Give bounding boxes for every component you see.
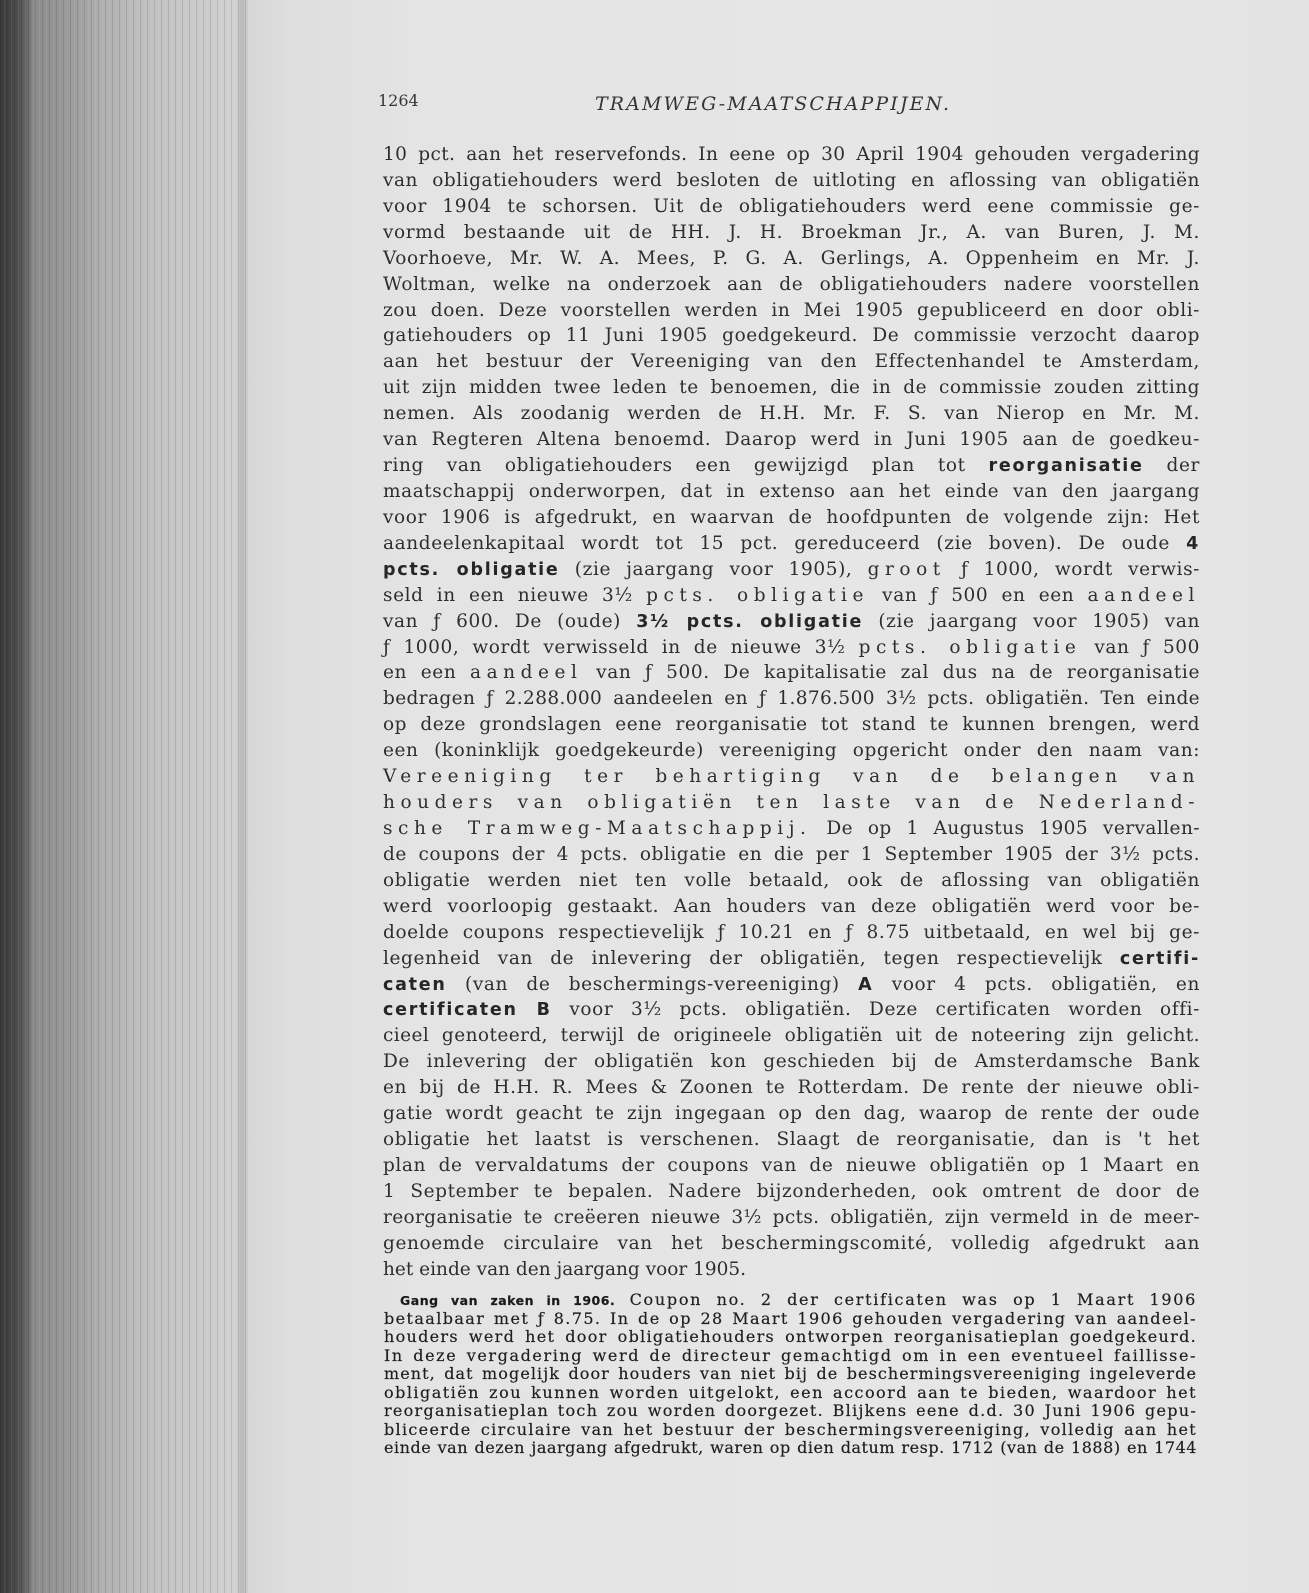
line-text [384, 1402, 1197, 1421]
bold-term: A [858, 974, 874, 995]
text-run: van ƒ 500 [1081, 636, 1200, 658]
text-run: nemen. Als zoodanig werden de H.H. Mr. F. S. van Nierop en Mr. M. [383, 403, 1200, 425]
text-run: plan de vervaldatums der coupons van de nieuwe obligatiën op 1 Maart en [383, 1154, 1200, 1176]
body-line [383, 920, 1200, 946]
line-text [383, 1205, 1200, 1231]
text-run: obligatie werden niet ten volle betaald, ook de aflossing van obligatiën [383, 869, 1200, 891]
text-run: van Regteren Altena benoemd. Daarop werd in Juni 1905 aan de goedkeu- [383, 429, 1200, 451]
body-line [383, 505, 1200, 531]
page-number: 1264 [378, 91, 419, 110]
bold-term: 3½ pcts. obligatie [636, 611, 864, 632]
line-text [383, 868, 1200, 894]
body-line [383, 894, 1200, 920]
body-line [383, 1049, 1200, 1075]
text-run: aan het bestuur der Vereeniging van den Effectenhandel te Amsterdam, [383, 351, 1200, 373]
body-line [383, 712, 1200, 738]
text-run: 1 September te bepalen. Nadere bijzonderheden, ook omtrent de door de [383, 1180, 1200, 1202]
line-text [384, 1365, 1197, 1384]
body-line [383, 1257, 1200, 1283]
text-run: obligatiën zou kunnen worden uitgelokt, een accoord aan te bieden, waardoor het [384, 1382, 1197, 1402]
section-line [384, 1439, 1197, 1458]
text-run: ƒ 1000, wordt verwis- [945, 558, 1200, 580]
text-run: ƒ 1000, wordt verwisseld in de nieuwe 3½ [383, 636, 859, 658]
text-run: bliceerde circulaire van het bestuur der beschermingsvereeniging, volledig aan het [384, 1419, 1197, 1439]
body-line [383, 453, 1200, 479]
section-line [384, 1310, 1197, 1329]
line-text [383, 738, 1200, 764]
line-text [383, 842, 1200, 868]
body-line [383, 323, 1200, 349]
section-line [384, 1365, 1197, 1384]
text-run: ring van obligatiehouders een gewijzigd plan tot [383, 455, 989, 477]
text-run: houders werd het door obligatiehouders ontworpen reorganisatieplan goedgekeurd. [384, 1327, 1197, 1346]
body-line [383, 1127, 1200, 1153]
body-line [383, 738, 1200, 764]
section-line [384, 1328, 1197, 1347]
text-run: voor 4 pcts. obligatiën, en [873, 973, 1200, 995]
section-line [384, 1347, 1197, 1366]
text-run: uit zijn midden twee leden te benoemen, die in de commissie zouden zitting [383, 377, 1200, 399]
text-run: en bij de H.H. R. Mees & Zoonen te Rotterdam. De rente der nieuwe obli- [383, 1077, 1200, 1099]
line-text [383, 427, 1200, 453]
text-run: aandeelenkapitaal wordt tot 15 pct. gereduceerd (zie boven). De oude [383, 532, 1187, 554]
line-text [383, 972, 1200, 999]
line-text [383, 246, 1200, 272]
bold-term: reorganisatie [988, 456, 1144, 477]
body-line [383, 816, 1200, 842]
bold-term: Gang van zaken in 1906. [400, 1293, 616, 1308]
body-line [383, 609, 1200, 635]
line-text [384, 1310, 1197, 1329]
body-line [383, 272, 1200, 298]
text-run: en een [383, 662, 470, 684]
spaced-term: pcts. obligatie [858, 636, 1082, 658]
line-text [383, 946, 1200, 973]
line-text [383, 505, 1200, 531]
spaced-term: aandeel [470, 662, 583, 684]
text-run: Woltman, welke na onderzoek aan de obligatiehouders nadere voorstellen [383, 273, 1200, 295]
spaced-term: pcts. obligatie [646, 584, 869, 606]
line-text [384, 1421, 1197, 1440]
text-run: betaalbaar met ƒ 8.75. In de op 28 Maart 1906 gehouden vergadering van aandeel- [384, 1308, 1197, 1328]
line-text [383, 168, 1200, 194]
text-run: reorganisatie te creëeren nieuwe 3½ pcts. obligatiën, zijn vermeld in de meer- [383, 1206, 1200, 1228]
text-run: gatiehouders op 11 Juni 1905 goedgekeurd. De commissie verzocht daarop [383, 325, 1200, 347]
text-run: 10 pct. aan het reservefonds. In eene op 30 April 1904 gehouden vergadering [383, 144, 1200, 165]
text-run: einde van dezen jaargang afgedrukt, waren op dien datum resp. 1712 (van de 1888) en 1744 [384, 1438, 1197, 1457]
text-run: In deze vergadering werd de directeur gemachtigd om in een eventueel faillisse- [384, 1345, 1197, 1365]
body-line [383, 972, 1200, 998]
line-text [383, 790, 1200, 816]
line-text [384, 1439, 1197, 1458]
spaced-term: houders van obligatiën ten laste van de Nederland- [383, 792, 1200, 814]
body-line [383, 635, 1200, 661]
text-run: obligatie het laatst is verschenen. Slaagt de reorganisatie, dan is 't het [383, 1129, 1200, 1151]
line-text [383, 1231, 1200, 1257]
line-text [383, 1023, 1200, 1049]
line-text [383, 272, 1200, 298]
body-line [383, 246, 1200, 272]
line-text [383, 583, 1200, 609]
text-run: van ƒ 600. De (oude) [383, 610, 637, 632]
text-run: cieel genoteerd, terwijl de origineele obligatiën uit de noteering zijn gelicht. [383, 1025, 1200, 1047]
text-run: seld in een nieuwe 3½ [383, 584, 647, 606]
text-run: genoemde circulaire van het beschermingscomité, volledig afgedrukt aan [383, 1232, 1200, 1254]
body-line [383, 298, 1200, 324]
section-gang-van-zaken [384, 1291, 1197, 1458]
body-line [383, 1179, 1200, 1205]
section-line [384, 1402, 1197, 1421]
line-text [383, 1179, 1200, 1205]
text-run: voor 1906 is afgedrukt, en waarvan de hoofdpunten de volgende zijn: Het [383, 506, 1200, 528]
text-run: zou doen. Deze voorstellen werden in Mei 1905 gepubliceerd en door obli- [383, 299, 1200, 321]
body-line [383, 686, 1200, 712]
text-run: op deze grondslagen eene reorganisatie tot stand te kunnen brengen, werd [383, 714, 1200, 736]
line-text [383, 997, 1200, 1024]
body-line [383, 842, 1200, 868]
text-run: een (koninklijk goedgekeurde) vereeniging opgericht onder den naam van: [383, 740, 1200, 762]
body-line [383, 1101, 1200, 1127]
line-text [383, 349, 1200, 375]
text-run: voor 3½ pcts. obligatiën. Deze certificaten worden offi- [551, 999, 1201, 1021]
body-line [383, 220, 1200, 246]
line-text [383, 920, 1200, 946]
body-text [383, 142, 1200, 1283]
line-text [383, 686, 1200, 712]
body-line [383, 583, 1200, 609]
body-line [383, 868, 1200, 894]
body-line [383, 375, 1200, 401]
text-run: werd voorloopig gestaakt. Aan houders van deze obligatiën werd voor be- [383, 895, 1200, 917]
line-text [384, 1384, 1197, 1403]
line-text [383, 557, 1200, 584]
spaced-term: aandeel [1087, 584, 1200, 606]
spaced-term: sche Tramweg-Maatschappij. [383, 817, 812, 839]
line-text [384, 1347, 1197, 1366]
spaced-term: groot [867, 558, 946, 580]
line-text [383, 1153, 1200, 1179]
spaced-term: Vereeniging ter behartiging van de belangen van [383, 766, 1200, 788]
text-run: de coupons der 4 pcts. obligatie en die per 1 September 1905 der 3½ pcts. [383, 843, 1200, 865]
body-line [383, 764, 1200, 790]
line-text [383, 635, 1200, 661]
body-line [383, 168, 1200, 194]
line-text [384, 1328, 1197, 1347]
line-text [383, 660, 1200, 686]
line-text [383, 1127, 1200, 1153]
body-line [383, 1023, 1200, 1049]
section-line [384, 1421, 1197, 1440]
text-run: doelde coupons respectievelijk ƒ 10.21 en ƒ 8.75 uitbetaald, en wel bij ge- [383, 921, 1200, 943]
line-text [383, 1257, 746, 1283]
bold-term: 4 [1186, 533, 1200, 554]
text-run: (zie jaargang voor 1905) van [863, 610, 1200, 632]
bold-term: caten [383, 974, 447, 995]
running-title: TRAMWEG-MAATSCHAPPIJEN. [595, 93, 952, 115]
line-text [383, 401, 1200, 427]
line-text [383, 1075, 1200, 1101]
text-run: bedragen ƒ 2.288.000 aandeelen en ƒ 1.876.500 3½ pcts. obligatiën. Ten einde [383, 688, 1200, 710]
line-text [383, 142, 1200, 168]
text-run: maatschappij onderworpen, dat in extenso aan het einde van den jaargang [383, 480, 1200, 502]
text-run: ment, dat mogelijk door houders van niet bij de beschermingsvereeniging ingeleverde [384, 1364, 1197, 1383]
body-line [383, 427, 1200, 453]
body-line [383, 349, 1200, 375]
text-run: voor 1904 te schorsen. Uit de obligatiehouders werd eene commissie ge- [383, 195, 1200, 217]
body-line [383, 1231, 1200, 1257]
text-run: Voorhoeve, Mr. W. A. Mees, P. G. A. Gerlings, A. Oppenheim en Mr. J. [383, 247, 1200, 269]
line-text [383, 194, 1200, 220]
line-text [383, 479, 1200, 505]
bold-term: certificaten B [383, 1000, 552, 1021]
body-line [383, 1153, 1200, 1179]
text-run: De op 1 Augustus 1905 vervallen- [811, 817, 1200, 839]
book-page-edges [0, 0, 248, 1593]
line-text [383, 894, 1200, 920]
line-text [383, 816, 1200, 842]
line-text [383, 375, 1200, 401]
text-run: reorganisatieplan toch zou worden doorgezet. Blijkens eene d.d. 30 Juni 1906 gepu- [384, 1401, 1197, 1420]
body-line [383, 790, 1200, 816]
text-run: der [1143, 455, 1200, 477]
line-text [383, 1101, 1200, 1127]
line-text [383, 220, 1200, 246]
body-line [383, 1205, 1200, 1231]
body-line [383, 479, 1200, 505]
text-run: (zie jaargang voor 1905), [559, 558, 868, 580]
text-run: van ƒ 500 en een [868, 584, 1088, 606]
section-line [384, 1384, 1197, 1403]
body-line [383, 401, 1200, 427]
line-text [383, 298, 1200, 324]
line-text [383, 531, 1200, 558]
body-line [383, 557, 1200, 583]
text-run: van obligatiehouders werd besloten de uitloting en aflossing van obligatiën [383, 169, 1200, 191]
text-run: van ƒ 500. De kapitalisatie zal dus na de reorganisatie [582, 662, 1200, 684]
bold-term: pcts. obligatie [383, 559, 560, 580]
body-line [383, 660, 1200, 686]
line-text [383, 453, 1200, 480]
line-text [383, 323, 1200, 349]
line-text [383, 609, 1200, 636]
body-line [383, 531, 1200, 557]
body-line [383, 142, 1200, 168]
text-run: De inlevering der obligatiën kon geschieden bij de Amsterdamsche Bank [383, 1051, 1200, 1073]
body-line [383, 1075, 1200, 1101]
line-text [383, 712, 1200, 738]
text-run: Coupon no. 2 der certificaten was op 1 Maart 1906 [615, 1290, 1198, 1309]
line-text [383, 1049, 1200, 1075]
body-line [383, 194, 1200, 220]
section-line [384, 1291, 1197, 1310]
body-line [383, 946, 1200, 972]
text-run: gatie wordt geacht te zijn ingegaan op den dag, waarop de rente der oude [383, 1103, 1200, 1125]
text-run: het einde van den jaargang voor 1905. [383, 1258, 747, 1280]
line-text [383, 764, 1200, 790]
text-run: legenheid van de inlevering der obligatiën, tegen respectievelijk [383, 947, 1120, 969]
bold-term: certifi- [1119, 948, 1200, 969]
body-line [383, 997, 1200, 1023]
text-run: (van de beschermings-vereeniging) [446, 973, 859, 995]
text-run: vormd bestaande uit de HH. J. H. Broekman Jr., A. van Buren, J. M. [383, 221, 1200, 243]
